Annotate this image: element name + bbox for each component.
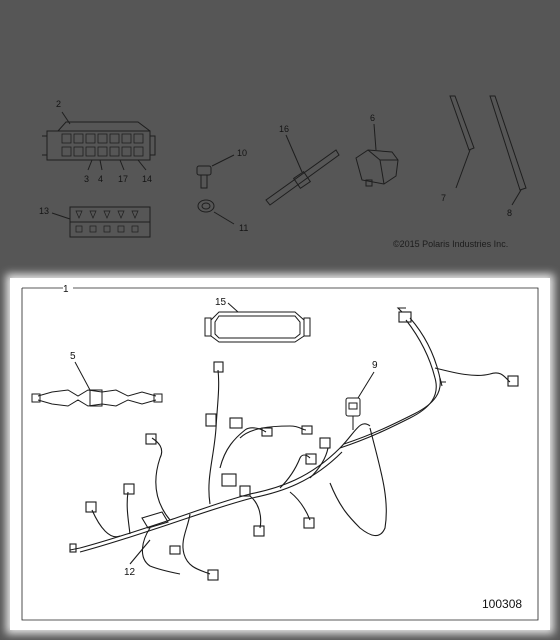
main-harness-part: [70, 308, 518, 580]
callout-2: 2: [56, 99, 62, 109]
callout-12: 12: [124, 567, 136, 578]
callout-15: 15: [215, 297, 227, 308]
rod-7-part: [450, 96, 474, 188]
document-number: 100308: [482, 597, 523, 611]
relay-part: [356, 124, 398, 186]
callout-4: 4: [98, 174, 104, 184]
housing-cover-part: [205, 303, 310, 342]
grommet-part: [198, 200, 234, 224]
fuse-label-part: [52, 207, 150, 237]
harness-drawing: [10, 278, 550, 630]
callout-17: 17: [118, 174, 129, 184]
dimmed-parts-area: [0, 0, 560, 272]
callout-9: 9: [372, 360, 378, 371]
copyright-text: ©2015 Polaris Industries Inc.: [393, 239, 509, 249]
cable-tie-part: [266, 135, 339, 205]
rod-8-part: [490, 96, 526, 205]
fuse-box-part: [42, 112, 155, 170]
callout-1: 1: [63, 284, 69, 295]
callout-13: 13: [39, 206, 50, 216]
callout-5: 5: [70, 351, 76, 362]
harness-panel: [10, 278, 550, 630]
callout-16: 16: [279, 124, 290, 134]
callout-6: 6: [370, 113, 376, 123]
callout-10: 10: [237, 148, 248, 158]
jumper-harness-part: [32, 362, 162, 406]
callout-14: 14: [142, 174, 153, 184]
callout-8: 8: [507, 208, 513, 218]
callout-11: 11: [239, 223, 249, 233]
callout-3: 3: [84, 174, 90, 184]
callout-7: 7: [441, 193, 447, 203]
connector-9-part: [346, 372, 374, 430]
bolt-part: [197, 155, 234, 188]
